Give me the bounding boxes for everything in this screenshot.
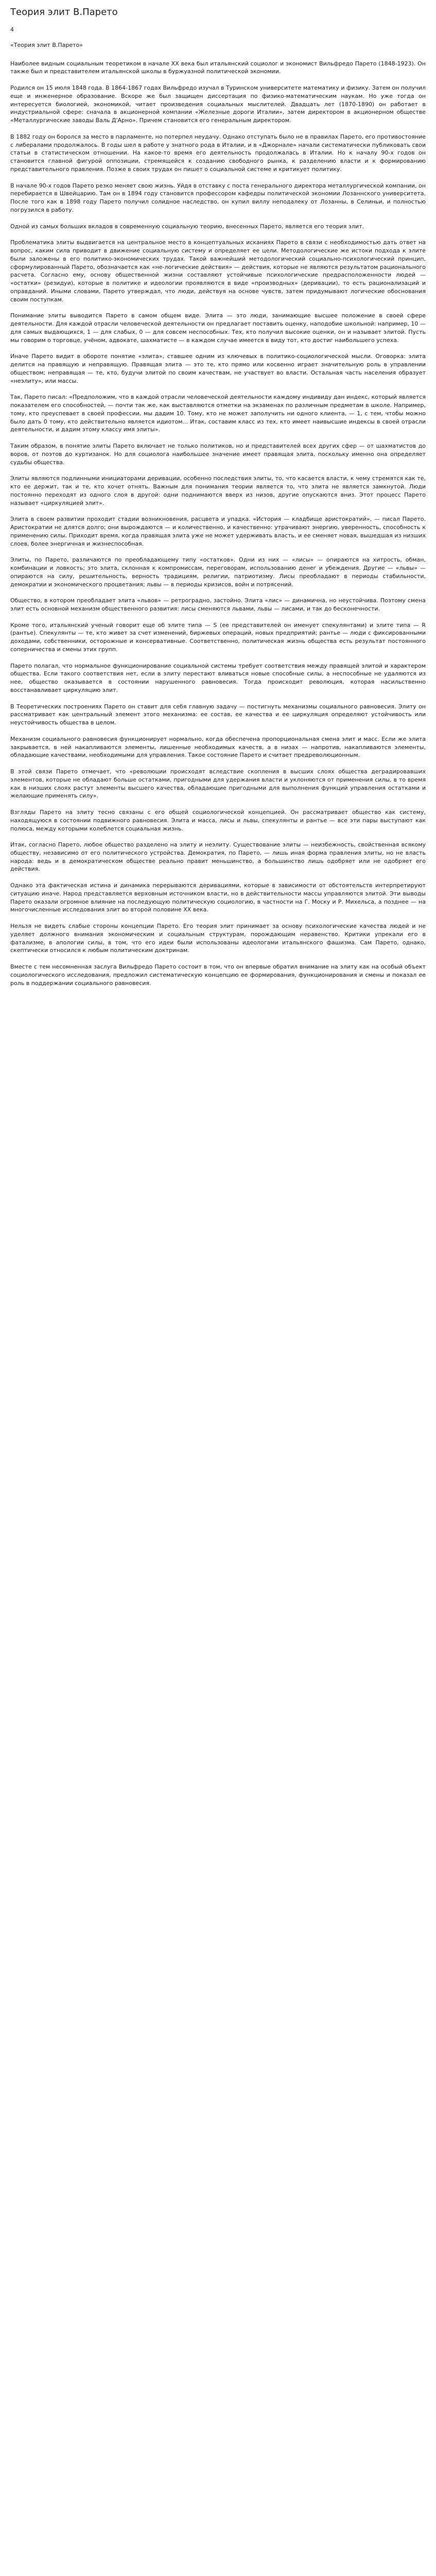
paragraph: Вместе с тем несомненная заслуга Вильфредо Парето состоит в том, что он впервые обратил внимание на элиту как на особый объект социологического исследования, предложил систематическую концепцию ее формирования, функционирования и смены и показал ее роль в поддержании социального равновесия. [10, 963, 426, 987]
paragraph: Элиты, по Парето, различаются по преобладающему типу «остатков». Одни из них — «лисы» — опираются на хитрость, обман, комбинации и ловкость; это элита, склонная к компромиссам, переговорам, использованию денег и убеждения. Другие — «львы» — опираются на силу, решительность, верность традициям, религии, патриотизму. Лисы преобладают в периоды стабильности, демократии и экономического процветания; львы — в периоды кризисов, войн и потрясений. [10, 556, 426, 588]
paragraph: Механизм социального равновесия функционирует нормально, когда обеспечена пропорциональная смена элит и масс. Если же элита закрывается, в ней накапливаются элементы, лишенные необходимых качеств, а в низах — напротив, накапливаются элементы, обладающие качествами, необходимыми для управления. Такое состояние Парето и считает предреволюционным. [10, 735, 426, 759]
paragraph: Наиболее видным социальным теоретиком в начале XX века был итальянский социолог и экономист Вильфредо Парето (1848-1923). Он также был и представителем итальянской школы в буржуазной политической экономии. [10, 60, 426, 75]
paragraph: В этой связи Парето отмечает, что «революции происходят вследствие скопления в высших слоях общества деградировавших элементов, которые не обладают больше остатками, пригодными для удержания власти и уклоняются от применения силы, в то время как в низших слоях растут элементы высшего качества, обладающие пригодными для выполнения функций управления остатками и желающие применять силу». [10, 768, 426, 800]
paragraph: В начале 90-х годов Парето резко меняет свою жизнь. Уйдя в отставку с поста генерального директора металлургической компании, он перебирается в Швейцарию. Там он в 1894 году становится профессором кафедры политической экономии Лозаннского университета. После того как в 1898 году Парето получил солидное наследство, он купил виллу неподалеку от Лозанны, в Селиньи, и полностью погрузился в работу. [10, 182, 426, 213]
paragraph: Понимание элиты выводится Парето в самом общем виде. Элита — это люди, занимающие высшее положение в своей сфере деятельности. Для каждой отрасли человеческой деятельности он предлагает поставить оценку, наподобие школьной: например, 10 — для самых выдающихся, 1 — для слабых, 0 — для совсем неспособных. Тех, кто получил высокие оценки, он и называет элитой. Пусть мы говорим о торговце, учёном, адвокате, шахматисте — в каждом случае имеется в виду тот, кто достиг наибольшего успеха. [10, 312, 426, 344]
paragraph: Элита в своем развитии проходит стадии возникновения, расцвета и упадка. «История — кладбище аристократий», — писал Парето. Аристократии не длятся долго; они вырождаются — и количественно, и качественно: утрачивают энергию, уверенность, способность к применению силы. Приходит время, когда правящая элита уже не может удерживать власть, и ее сменяет новая, вышедшая из низших слоев, более энергичная и жизнеспособная. [10, 516, 426, 547]
paragraph: Парето полагал, что нормальное функционирование социальной системы требует соответствия между правящей элитой и характером общества. Если такого соответствия нет, если в элиту перестают вливаться новые способные силы, а неспособные не удаляются из нее, общество оказывается в состоянии нарушенного равновесия. Тогда происходит революция, которая насильственно восстанавливает циркуляцию элит. [10, 662, 426, 693]
paragraph: Однако эта фактическая истина и динамика перерываются деривациями, которые в зависимости от обстоятельств интерпретируют ситуацию иначе. Народ представляется верховным источником власти, но в действительности массы управляются элитой. Эти выводы Парето оказали огромное влияние на последующую политическую социологию, в частности на Г. Моску и Р. Михельса, а позднее — на многочисленные исследования элит во второй половине XX века. [10, 882, 426, 913]
paragraph: В Теоретических построениях Парето он ставит для себя главную задачу — постигнуть механизмы социального равновесия. Элиту он рассматривает как центральный элемент этого механизма: ее состав, ее качества и ее циркуляция определяют устойчивость или неустойчивость общества в целом. [10, 703, 426, 726]
paragraph: В 1882 году он боролся за место в парламенте, но потерпел неудачу. Однако отступать было не в правилах Парето, его противостояние с либералами продолжалось. В годы шел в работе у знатного рода в Италии, и в «Джорнале» начали систематически публиковать свои статьи в статистическом отношении. На какое-то время его деятельность продолжалась в Италии. Но к началу 90-х годов он становится главной фигурой оппозиции, стремящейся к созданию свободного рынка, к разделению власти и к формированию представительного правления. Позже в своих трудах он пишет о социальной системе и критикует политику. [10, 133, 426, 173]
paragraph: Кроме того, итальянский ученый говорит еще об элите типа — S (ее представителей он именует спекулянтами) и элите типа — R (рантье). Спекулянты — те, кто живет за счет изменений, биржевых операций, новых предприятий; рантье — люди с фиксированными доходами, собственники, осторожные и консервативные. Соответственно, политическая жизнь общества есть результат постоянного соперничества и смены этих групп. [10, 621, 426, 653]
document-title: Теория элит В.Парето [10, 7, 118, 18]
paragraph: Одной из самых больших вкладов в современную социальную теорию, внесенных Парето, является его теория элит. [10, 223, 364, 230]
paragraph: Итак, согласно Парето, любое общество разделено на элиту и неэлиту. Существование элиты — неизбежность, свойственная всякому обществу, независимо от его политического устройства. Демократия, по Парето, — лишь иная форма правления элиты, но не власть народа: ведь и в демократическом обществе реально правит меньшинство, а большинство лишь одобряет или не одобряет его действия. [10, 841, 426, 873]
page-number: 4 [10, 26, 14, 33]
document-subtitle: «Теория элит В.Парето» [10, 41, 83, 48]
paragraph: Элиты являются подлинными инициаторами деривации, особенно последствия элиты, то, что касается власти, к чему стремятся как те, кто ее держит, так и те, кто хочет отнять. Важным для понимания теории является то, что элита не является замкнутой. Люди постоянно переходят из одного слоя в другой: одни поднимаются вверх из низов, другие опускаются вниз. Этот процесс Парето называет «циркуляцией элит». [10, 475, 426, 506]
paragraph: Общество, в котором преобладает элита «львов» — ретроградно, застойно. Элита «лис» — динамична, но неустойчива. Поэтому смена элит есть основной механизм общественного развития: лисы сменяются львами, львы — лисами, и так до бесконечности. [10, 597, 426, 612]
paragraph: Таким образом, в понятие элиты Парето включает не только политиков, но и представителей всех других сфер — от шахматистов до воров, от поэтов до куртизанок. Но для социолога наибольшее значение имеет правящая элита, поскольку именно она определяет судьбы общества. [10, 443, 426, 466]
paragraph: Взгляды Парето на элиту тесно связаны с его общей социологической концепцией. Он рассматривает общество как систему, находящуюся в состоянии подвижного равновесия. Элита и масса, лисы и львы, спекулянты и рантье — все эти пары выступают как полюса, между которыми колеблется социальная жизнь. [10, 808, 426, 832]
document-body [10, 60, 426, 988]
paragraph: Родился он 15 июля 1848 года. В 1864-1867 годах Вильфредо изучал в Туринском университете математику и физику. Затем он получил еще и инженерное образование. Вскоре же был защищен диссертация по физико-математическим наукам. Но уже тогда он интересуется биологией, экономикой, читает произведения социальных мыслителей. Двадцать лет (1870-1890) он работает в индустриальной сфере: сначала в акционерной компании «Железные дороги Италии», затем директором в акционерном обществе «Металлургические заводы Валь Д'Арно». Причем становится его генеральным директором. [10, 84, 426, 124]
paragraph: Проблематика элиты выдвигается на центральное место в концептуальных исканиях Парето в связи с необходимостью дать ответ на вопрос, каким сила приводит в движение социальную систему и определяет ее цели. Методологические же истоки подхода к элите были заложены в его политико-экономических трудах. Такой важнейший методологический социально-психологический принцип, сформулированный Парето, обозначается как «не-логические действия» — действия, которые не являются результатом рационального расчета. Согласно ему, основу общественной жизни составляют устойчивые психологические предрасположенности людей — «остатки» (резидуи), которые в политике и идеологии проявляются в виде «производных» (деривации), то есть рационализаций и оправданий. Иными словами, Парето утверждал, что люди, действуя на основе чувств, затем придумывают логические обоснования своим поступкам. [10, 239, 426, 303]
paragraph: Так, Парето писал: «Предположим, что в каждой отрасли человеческой деятельности каждому индивиду дан индекс, который является показателем его способностей, — почти так же, как выставляются отметки на экзаменах по различным предметам в школе. Например, тому, кто преуспевает в своей профессии, мы дадим 10. Тому, кто не может заполучить ни одного клиента, — 1, с тем, чтобы можно было дать 0 тому, кто действительно является идиотом... Итак, составим класс из тех, кто имеет наивысшие индексы в своей отрасли деятельности, и дадим этому классу имя элиты». [10, 394, 426, 433]
paragraph: Иначе Парето видит в обороте понятие «элита», ставшее одним из ключевых в политико-социологической мысли. Оговорка: элита делится на правящую и неправящую. Правящая элита — это те, кто прямо или косвенно играет значительную роль в управлении обществом; неправящая — те, кто, будучи элитой по своим качествам, не участвует во власти. Остальная часть населения образует «неэлиту», или массы. [10, 353, 426, 384]
paragraph: Нельзя не видеть слабые стороны концепции Парето. Его теория элит принимает за основу психологические качества людей и не уделяет должного внимания экономическим и социальным структурам, порождающим неравенство. Критики упрекали его в фатализме, в апологии силы, в том, что его идеи были использованы идеологами итальянского фашизма. Сам Парето, однако, скептически относился к любым политическим доктринам. [10, 923, 426, 954]
